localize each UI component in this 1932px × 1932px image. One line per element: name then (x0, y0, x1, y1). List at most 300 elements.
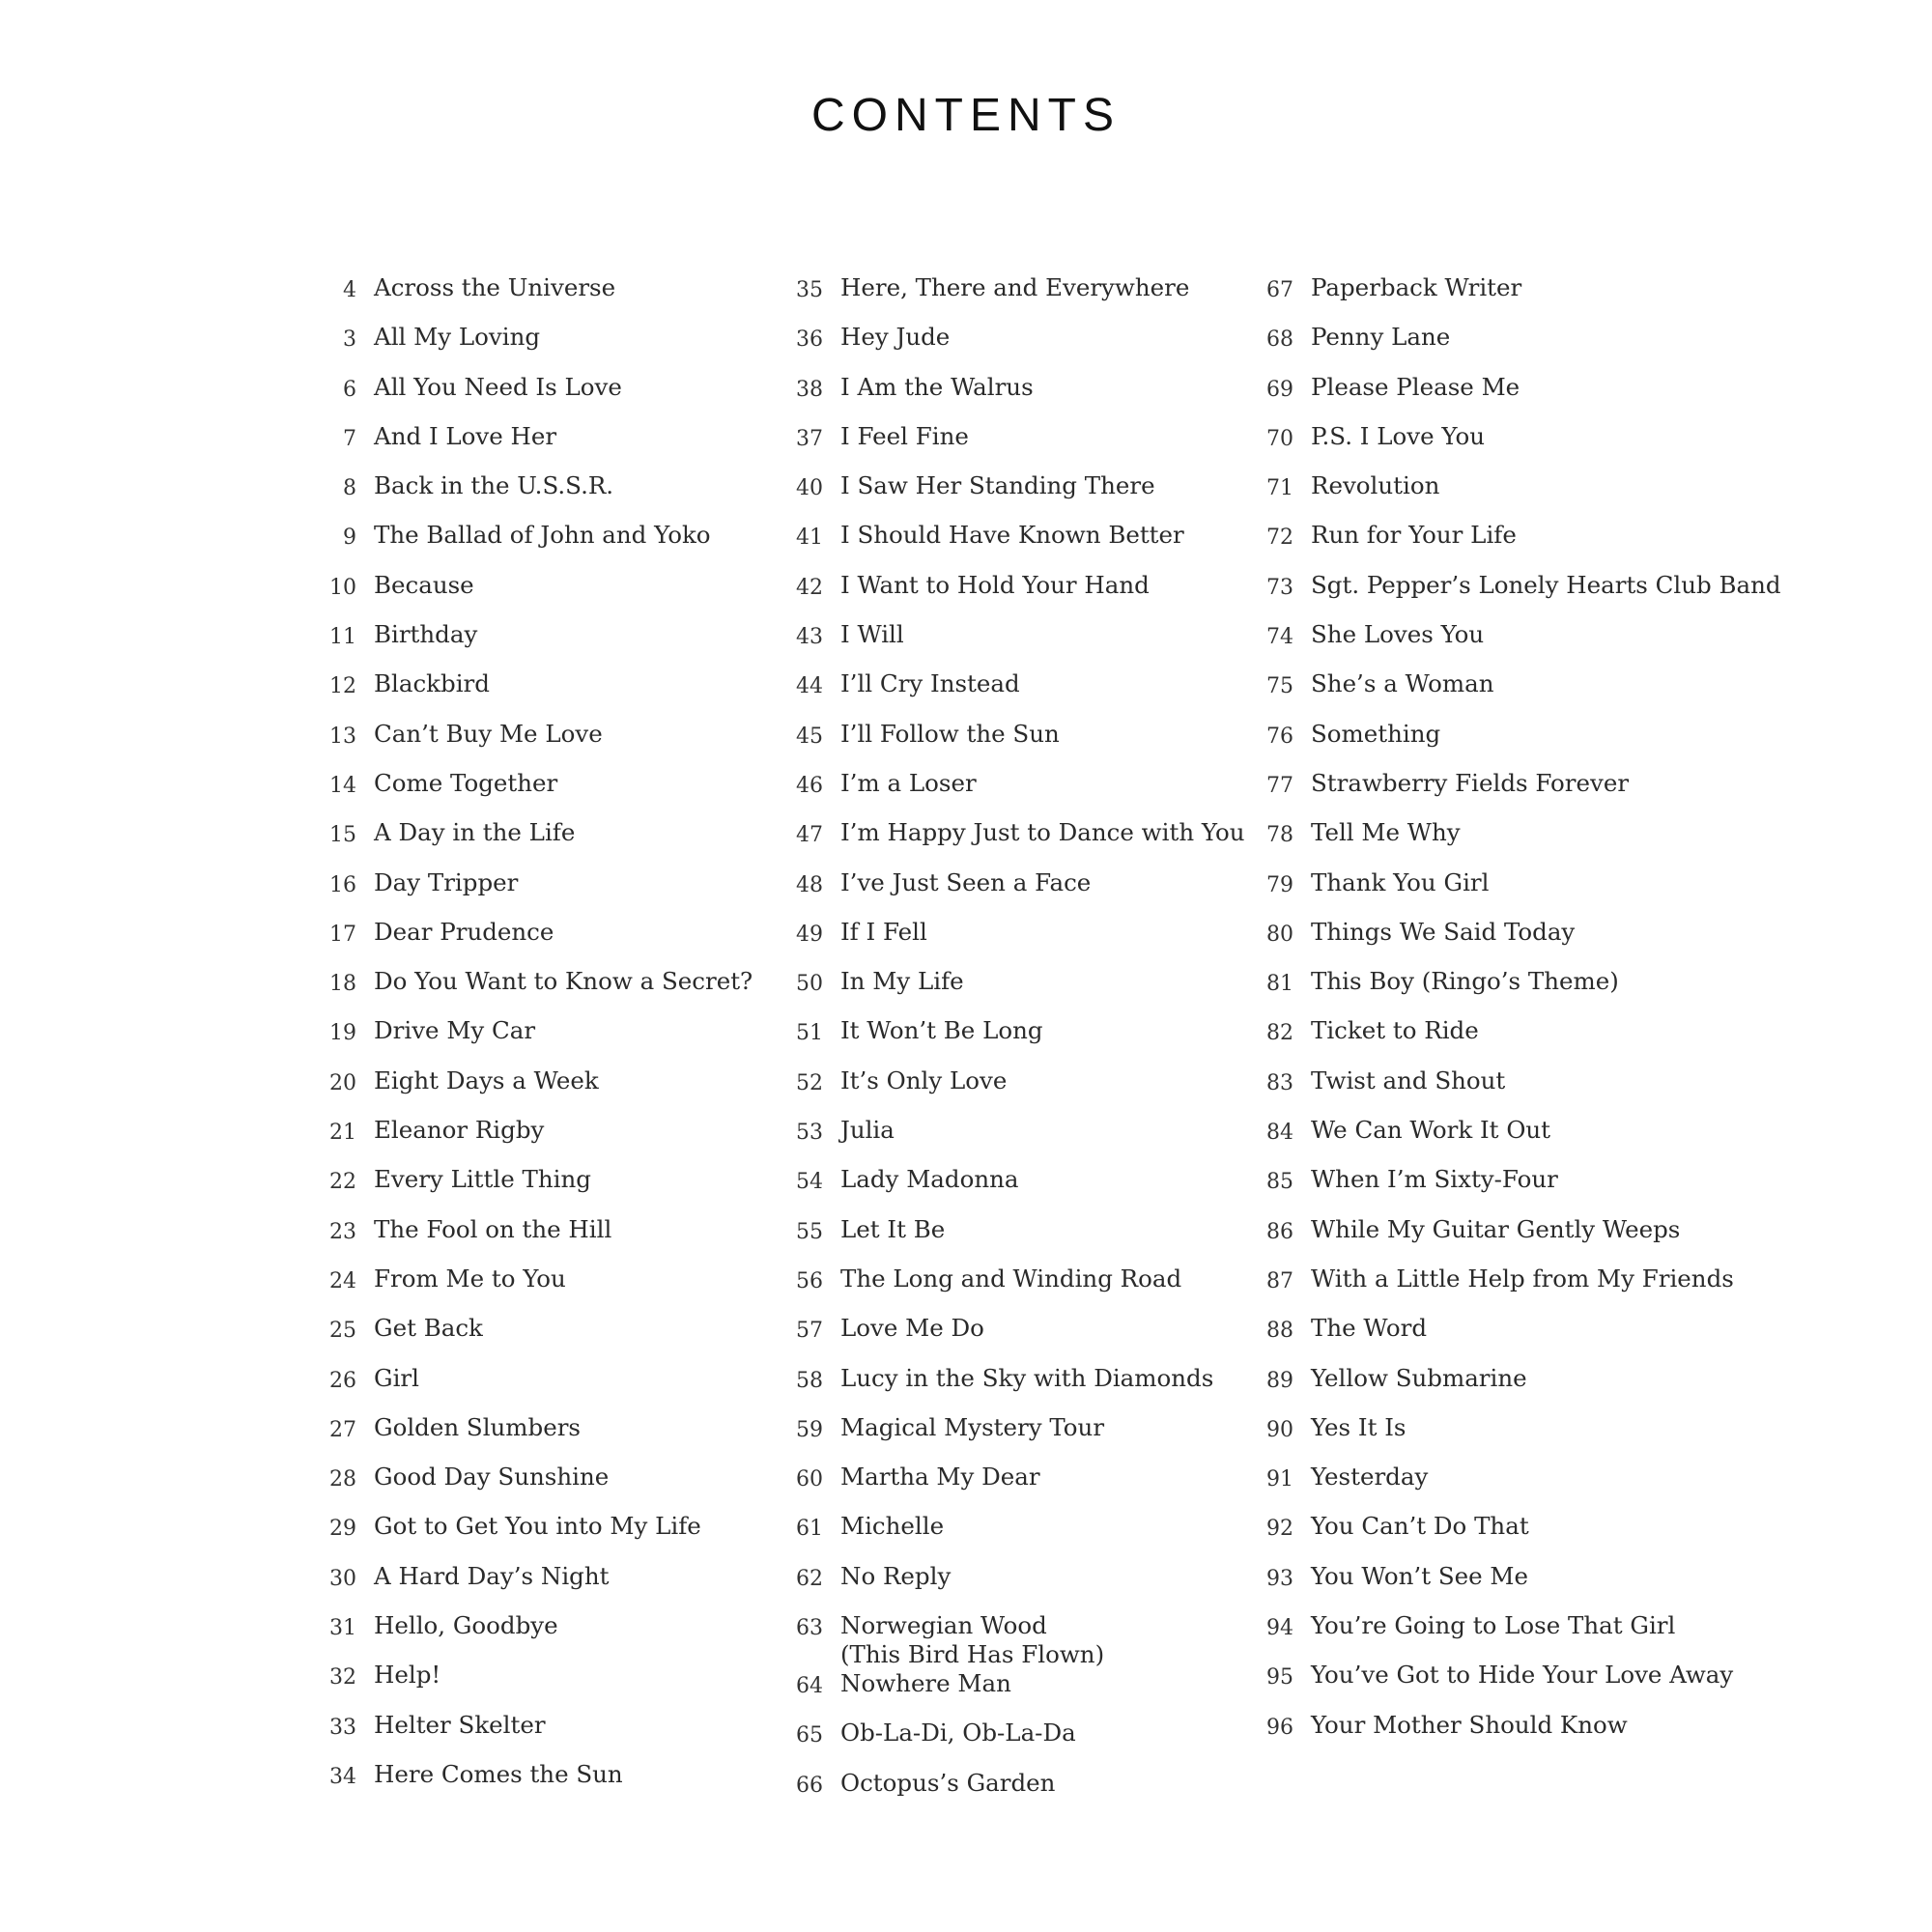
toc-entry (312, 1760, 766, 1809)
page-number: 54 (796, 1170, 823, 1195)
song-title-block (1311, 1165, 1558, 1194)
song-title: Sgt. Pepper’s Lonely Hearts Club Band (1311, 570, 1781, 599)
song-title-block (840, 1611, 1104, 1669)
page-number: 15 (329, 823, 356, 848)
toc-entry (1249, 720, 1664, 769)
song-title: Here Comes the Sun (374, 1759, 623, 1788)
song-title-block (1311, 571, 1781, 600)
song-title-block (840, 1165, 1018, 1194)
song-subtitle: (This Bird Has Flown) (840, 1640, 1105, 1669)
toc-entry (1249, 273, 1664, 323)
toc-entry (779, 323, 1242, 372)
toc-entry (312, 1116, 766, 1165)
page-number: 43 (796, 625, 823, 650)
toc-entry (779, 273, 1242, 323)
toc-entry (1249, 570, 1781, 620)
song-title: I’m a Loser (840, 768, 977, 797)
page-number: 49 (796, 922, 823, 947)
song-title: Ob-La-Di, Ob-La-Da (840, 1719, 1076, 1747)
song-title-block (1311, 1264, 1734, 1293)
song-title: The Word (1311, 1314, 1428, 1343)
page-number: 35 (796, 278, 823, 302)
song-title-block (374, 1760, 623, 1789)
toc-entry (1249, 620, 1664, 669)
toc-entry (1249, 967, 1664, 1016)
toc-entry (312, 1512, 766, 1561)
toc-entry (312, 1264, 766, 1314)
song-title: Tell Me Why (1311, 818, 1461, 847)
toc-entry (779, 720, 1242, 769)
page-number: 13 (329, 724, 356, 749)
toc-entry (779, 1512, 1242, 1561)
page-number: 19 (329, 1021, 356, 1046)
toc-entry (779, 373, 1242, 422)
song-title-block (840, 1264, 1181, 1293)
song-title: You’ve Got to Hide Your Love Away (1311, 1661, 1734, 1690)
song-title: Because (374, 570, 474, 599)
song-title: The Ballad of John and Yoko (374, 521, 711, 550)
song-title: While My Guitar Gently Weeps (1311, 1214, 1681, 1243)
toc-entry (1249, 373, 1664, 422)
song-title-block (840, 868, 1091, 897)
toc-entry (779, 1611, 1242, 1669)
song-title-block (1311, 620, 1484, 649)
page-number: 36 (796, 327, 823, 353)
toc-entry (1249, 323, 1664, 372)
page-number: 73 (1266, 575, 1293, 600)
toc-entry (779, 1463, 1242, 1512)
song-title-block (1311, 422, 1485, 451)
song-title: Day Tripper (374, 867, 519, 896)
toc-entry (779, 1719, 1242, 1768)
page-number: 22 (329, 1170, 356, 1195)
toc-entry (1249, 1512, 1664, 1561)
page-number: 28 (329, 1467, 356, 1492)
page-number: 50 (796, 972, 823, 997)
page-number: 51 (796, 1021, 823, 1046)
toc-entry (312, 1066, 766, 1116)
toc-entry (779, 1116, 1242, 1165)
page-number: 69 (1266, 377, 1293, 402)
toc-entry (312, 471, 766, 521)
song-title-block (840, 1116, 895, 1145)
song-title: Twist and Shout (1311, 1065, 1506, 1094)
toc-entry (779, 1769, 1242, 1818)
toc-entry (779, 669, 1242, 719)
song-title: Helter Skelter (374, 1710, 546, 1739)
page-number: 24 (329, 1268, 356, 1293)
song-title-block (840, 422, 969, 451)
song-title-block (374, 1661, 440, 1690)
song-title: Hello, Goodbye (374, 1611, 558, 1640)
song-title-block (374, 422, 556, 451)
song-title: Something (1311, 719, 1441, 748)
page-number: 62 (796, 1566, 823, 1591)
toc-entry (779, 1165, 1242, 1214)
page-number: 10 (329, 575, 356, 600)
song-title-block (1311, 1512, 1529, 1541)
song-title: You’re Going to Lose That Girl (1311, 1611, 1676, 1640)
song-title: With a Little Help from My Friends (1311, 1264, 1734, 1293)
toc-entry (779, 471, 1242, 521)
page-number: 41 (796, 526, 823, 551)
song-title: Octopus’s Garden (840, 1768, 1056, 1797)
song-title: In My Life (840, 967, 964, 996)
song-title-block (374, 967, 753, 996)
page-number: 90 (1266, 1417, 1293, 1442)
page-number: 52 (796, 1070, 823, 1095)
page-number: 75 (1266, 674, 1293, 699)
song-title: Yellow Submarine (1311, 1363, 1527, 1392)
toc-entry (779, 1413, 1242, 1463)
song-title-block (374, 1215, 611, 1244)
page-number: 72 (1266, 526, 1293, 551)
toc-entry (312, 571, 766, 620)
page-number: 85 (1266, 1170, 1293, 1195)
song-title-block (1311, 669, 1494, 698)
song-title: When I’m Sixty-Four (1311, 1165, 1558, 1194)
page-number: 44 (796, 674, 823, 699)
page-number: 31 (329, 1616, 356, 1641)
song-title-block (374, 720, 603, 749)
page-number: 3 (343, 327, 356, 353)
song-title-block (374, 769, 557, 798)
song-title-block (1311, 273, 1521, 302)
toc-entry (312, 1016, 766, 1065)
page-number: 30 (329, 1566, 356, 1591)
toc-entry (1249, 818, 1664, 867)
page-number: 93 (1266, 1566, 1293, 1591)
page-number: 66 (796, 1773, 823, 1798)
song-title-block (374, 1066, 599, 1095)
toc-entry (1249, 1314, 1664, 1363)
toc-entry (1249, 1562, 1664, 1611)
song-title: Let It Be (840, 1214, 946, 1243)
song-title-block (1311, 1116, 1550, 1145)
song-title-block (840, 571, 1150, 600)
toc-entry (1249, 1661, 1734, 1710)
toc-entry (779, 1016, 1242, 1065)
song-title-block (374, 273, 615, 302)
toc-entry (779, 1264, 1242, 1314)
toc-entry (1249, 769, 1664, 818)
song-title-block (840, 1463, 1040, 1492)
song-title: I Am the Walrus (840, 372, 1034, 401)
song-title-block (374, 1562, 609, 1591)
song-title: Revolution (1311, 471, 1440, 500)
song-title: Penny Lane (1311, 323, 1451, 352)
song-title-block (1311, 1215, 1680, 1244)
song-title-block (840, 1066, 1007, 1095)
toc-entry (312, 1165, 766, 1214)
song-title-block (374, 323, 540, 352)
song-title-block (1311, 1562, 1528, 1591)
page-number: 40 (796, 476, 823, 501)
song-title: It Won’t Be Long (840, 1016, 1043, 1045)
page-number: 18 (329, 972, 356, 997)
page-number: 60 (796, 1467, 823, 1492)
page-number: 53 (796, 1121, 823, 1146)
song-title-block (840, 1016, 1043, 1045)
song-title-block (374, 571, 474, 600)
song-title: Hey Jude (840, 323, 951, 352)
page-number: 88 (1266, 1319, 1293, 1344)
song-title: Golden Slumbers (374, 1412, 582, 1441)
song-title: And I Love Her (374, 421, 557, 450)
song-title-block (374, 1016, 535, 1045)
song-title: Every Little Thing (374, 1165, 591, 1194)
song-title-block (374, 1116, 544, 1145)
song-title-block (840, 1314, 984, 1343)
page-number: 56 (796, 1268, 823, 1293)
song-title: Lucy in the Sky with Diamonds (840, 1363, 1214, 1392)
song-title-block (1311, 1413, 1406, 1442)
toc-column-1 (312, 273, 766, 1809)
toc-entry (779, 521, 1242, 570)
song-title-block (840, 521, 1184, 550)
song-title: Run for Your Life (1311, 521, 1517, 550)
toc-entry (312, 1711, 766, 1760)
song-title-block (1311, 1711, 1628, 1740)
toc-entry (312, 273, 766, 323)
page-number: 27 (329, 1417, 356, 1442)
toc-entry (1249, 1611, 1676, 1661)
song-title-block (1311, 1463, 1428, 1492)
song-title-block (374, 620, 477, 649)
page-number: 20 (329, 1070, 356, 1095)
page-number: 8 (343, 476, 356, 501)
song-title: All My Loving (374, 323, 541, 352)
page-number: 92 (1266, 1517, 1293, 1542)
song-title: Across the Universe (374, 273, 616, 301)
song-title-block (840, 373, 1034, 402)
song-title-block (840, 669, 1020, 698)
toc-entry (312, 868, 766, 918)
page-number: 32 (329, 1665, 356, 1690)
page-number: 84 (1266, 1121, 1293, 1146)
page-number: 64 (796, 1674, 823, 1699)
toc-entry (312, 967, 766, 1016)
toc-entry (779, 1215, 1242, 1264)
song-title: Birthday (374, 620, 478, 649)
song-title: Strawberry Fields Forever (1311, 768, 1630, 797)
song-title-block (374, 521, 711, 550)
song-title: Things We Said Today (1311, 917, 1576, 946)
page-number: 48 (796, 872, 823, 897)
song-title: A Day in the Life (374, 818, 576, 847)
page-number: 87 (1266, 1268, 1293, 1293)
toc-column-3 (1249, 273, 1781, 1760)
toc-entry (779, 620, 1242, 669)
song-title: Eleanor Rigby (374, 1116, 545, 1145)
song-title-block (840, 1364, 1213, 1393)
song-title: Back in the U.S.S.R. (374, 471, 614, 500)
song-title: Got to Get You into My Life (374, 1512, 701, 1541)
toc-entry (1249, 1116, 1664, 1165)
toc-entry (779, 818, 1245, 867)
song-title-block (840, 769, 977, 798)
song-title: Can’t Buy Me Love (374, 719, 603, 748)
toc-entry (1249, 1413, 1664, 1463)
toc-entry (312, 422, 766, 471)
page-number: 61 (796, 1517, 823, 1542)
song-title-block (374, 1711, 546, 1740)
page-number: 55 (796, 1219, 823, 1244)
toc-entry (1249, 1711, 1664, 1760)
page-number: 45 (796, 724, 823, 749)
page-number: 12 (329, 674, 356, 699)
song-title: P.S. I Love You (1311, 421, 1485, 450)
song-title-block (374, 373, 622, 402)
toc-entry (779, 967, 1242, 1016)
song-title: Girl (374, 1363, 419, 1392)
song-title: Help! (374, 1661, 441, 1690)
song-title-block (1311, 967, 1619, 996)
toc-entry (1249, 1463, 1664, 1512)
toc-entry (1249, 1165, 1664, 1214)
song-title-block (1311, 1016, 1479, 1045)
page-number: 25 (329, 1319, 356, 1344)
page-number: 91 (1266, 1467, 1293, 1492)
page-number: 17 (329, 922, 356, 947)
song-title: The Fool on the Hill (374, 1214, 612, 1243)
page-number: 14 (329, 773, 356, 798)
song-title: Paperback Writer (1311, 273, 1522, 301)
toc-entry (312, 818, 766, 867)
toc-entry (1249, 868, 1664, 918)
song-title: I Feel Fine (840, 421, 969, 450)
page-number: 23 (329, 1219, 356, 1244)
song-title: From Me to You (374, 1264, 566, 1293)
song-title-block (374, 1264, 566, 1293)
page-number: 29 (329, 1517, 356, 1542)
song-title-block (840, 1562, 951, 1591)
song-title-block (840, 1669, 1011, 1698)
toc-entry (312, 1413, 766, 1463)
song-title: I’ll Cry Instead (840, 669, 1020, 698)
song-title: No Reply (840, 1561, 952, 1590)
page-number: 6 (343, 377, 356, 402)
song-title-block (840, 1719, 1076, 1747)
song-title-block (840, 323, 950, 352)
song-title: I’m Happy Just to Dance with You (840, 818, 1245, 847)
page-number: 71 (1266, 476, 1293, 501)
song-title: Nowhere Man (840, 1669, 1011, 1698)
page-number: 63 (796, 1616, 823, 1641)
toc-entry (779, 571, 1242, 620)
page-number: 96 (1266, 1715, 1293, 1740)
song-title-block (1311, 373, 1520, 402)
page-number: 89 (1266, 1368, 1293, 1393)
song-title-block (1311, 918, 1575, 947)
song-title-block (1311, 521, 1517, 550)
page-number: 68 (1266, 327, 1293, 353)
song-title-block (1311, 769, 1629, 798)
page-number: 37 (796, 426, 823, 451)
song-title-block (1311, 868, 1489, 897)
page-number: 78 (1266, 823, 1293, 848)
song-title: Do You Want to Know a Secret? (374, 967, 753, 996)
song-title-block (1311, 471, 1439, 500)
song-title: Yes It Is (1311, 1412, 1406, 1441)
song-title: Blackbird (374, 669, 490, 698)
toc-entry (312, 373, 766, 422)
song-title-block (840, 1512, 944, 1541)
page-number: 74 (1266, 625, 1293, 650)
page-number: 38 (796, 377, 823, 402)
toc-entry (312, 1364, 766, 1413)
song-title: Please Please Me (1311, 372, 1520, 401)
song-title: Michelle (840, 1512, 945, 1541)
song-title-block (840, 967, 964, 996)
toc-entry (312, 720, 766, 769)
page-number: 42 (796, 575, 823, 600)
page-number: 21 (329, 1121, 356, 1146)
page-number: 67 (1266, 278, 1293, 302)
song-title-block (374, 1512, 701, 1541)
page-number: 80 (1266, 922, 1293, 947)
toc-entry (312, 620, 766, 669)
song-title: I Should Have Known Better (840, 521, 1184, 550)
toc-entry (779, 1364, 1242, 1413)
page-number: 94 (1266, 1616, 1293, 1641)
toc-entry (1249, 1364, 1664, 1413)
song-title: Magical Mystery Tour (840, 1412, 1105, 1441)
toc-entry (779, 918, 1242, 967)
toc-entry (312, 669, 766, 719)
page-number: 58 (796, 1368, 823, 1393)
toc-entry (779, 1314, 1242, 1363)
song-title-block (840, 471, 1155, 500)
song-title: Your Mother Should Know (1311, 1710, 1628, 1739)
toc-entry (1249, 669, 1664, 719)
toc-entry (312, 1314, 766, 1363)
song-title: I’ll Follow the Sun (840, 719, 1060, 748)
song-title: Drive My Car (374, 1016, 536, 1045)
toc-entry (1249, 521, 1664, 570)
song-title: Eight Days a Week (374, 1065, 599, 1094)
toc-entry (312, 918, 766, 967)
song-title-block (374, 1314, 483, 1343)
toc-entry (312, 1611, 766, 1661)
song-title-block (840, 620, 904, 649)
song-title: Julia (840, 1116, 895, 1145)
toc-entry (1249, 471, 1664, 521)
song-title-block (374, 1463, 609, 1492)
page-number: 82 (1266, 1021, 1293, 1046)
toc-entry (1249, 422, 1664, 471)
page-number: 95 (1266, 1665, 1293, 1690)
song-title: She’s a Woman (1311, 669, 1494, 698)
song-title: We Can Work It Out (1311, 1116, 1551, 1145)
song-title: You Won’t See Me (1311, 1561, 1528, 1590)
song-title-block (1311, 1066, 1505, 1095)
song-title: Yesterday (1311, 1463, 1429, 1492)
song-title-block (840, 720, 1060, 749)
page-number: 86 (1266, 1219, 1293, 1244)
song-title-block (374, 918, 554, 947)
toc-entry (1249, 1214, 1681, 1264)
song-title: She Loves You (1311, 620, 1485, 649)
song-title-block (840, 818, 1244, 847)
song-title-block (1311, 1661, 1733, 1690)
song-title: A Hard Day’s Night (374, 1561, 610, 1590)
song-title: You Can’t Do That (1311, 1512, 1529, 1541)
song-title: Lady Madonna (840, 1165, 1019, 1194)
song-title-block (1311, 720, 1440, 749)
song-title: Ticket to Ride (1311, 1016, 1479, 1045)
song-title: All You Need Is Love (374, 372, 622, 401)
